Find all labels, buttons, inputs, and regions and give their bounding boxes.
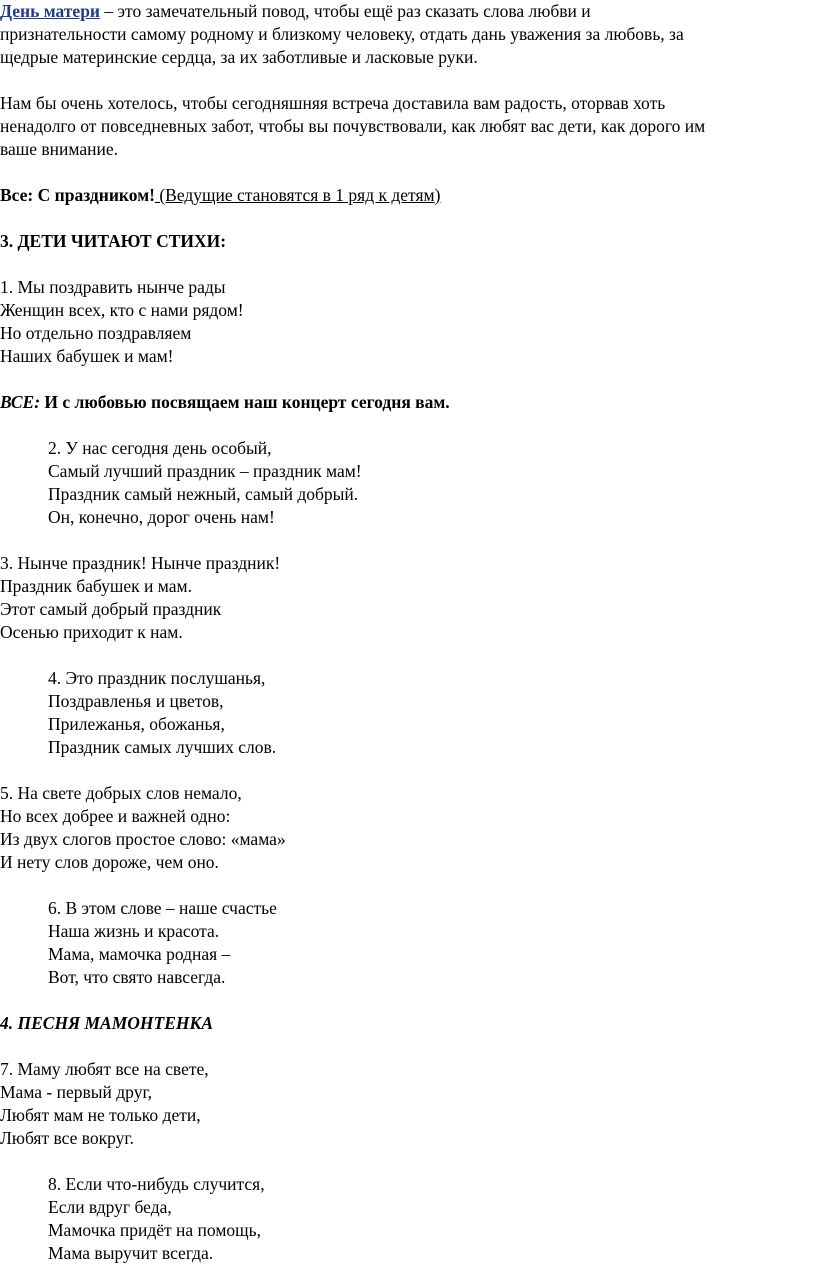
poem-line: Из двух слогов простое слово: «мама» (0, 829, 286, 849)
mothers-day-link[interactable]: День матери (0, 1, 101, 21)
poem-line: 6. В этом слове – наше счастье (48, 898, 277, 918)
poem-line: 5. На свете добрых слов немало, (0, 783, 242, 803)
poem-1 (0, 276, 816, 368)
poem-8 (0, 1173, 816, 1265)
poem-3 (0, 552, 816, 644)
intro-paragraph (0, 0, 816, 69)
poem-line: Поздравленья и цветов, (48, 691, 224, 711)
poem-line: Самый лучший праздник – праздник мам! (48, 461, 362, 481)
poem-line: Вот, что свято навсегда. (48, 967, 226, 987)
poem-line: И нету слов дороже, чем оно. (0, 852, 219, 872)
poem-line: Наша жизнь и красота. (48, 921, 220, 941)
wish-line-3: ваше внимание. (0, 139, 119, 159)
poem-line: Любят все вокруг. (0, 1128, 135, 1148)
poem-line: Женщин всех, кто с нами рядом! (0, 300, 244, 320)
stage-direction: (Ведущие становятся в 1 ряд к детям) (154, 185, 441, 205)
greeting-line (0, 184, 816, 207)
poem-line: 8. Если что-нибудь случится, (48, 1174, 265, 1194)
intro-line-3: щедрые материнские сердца, за их заботливые и ласковые руки. (0, 47, 478, 67)
poem-line: 2. У нас сегодня день особый, (48, 438, 272, 458)
poem-line: Но отдельно поздравляем (0, 323, 192, 343)
poem-line: 1. Мы поздравить нынче рады (0, 277, 226, 297)
intro-line-1 (0, 0, 816, 23)
wish-paragraph (0, 92, 816, 161)
poem-line: 4. Это праздник послушанья, (48, 668, 266, 688)
poem-6 (0, 897, 816, 989)
wish-line-1: Нам бы очень хотелось, чтобы сегодняшняя встреча доставила вам радость, оторвав хоть (0, 93, 666, 113)
poem-line: Праздник самый нежный, самый добрый. (48, 484, 359, 504)
poem-line: 7. Маму любят все на свете, (0, 1059, 209, 1079)
all-chorus-line (0, 391, 816, 414)
wish-line-2: ненадолго от повседневных забот, чтобы вы почувствовали, как любят вас дети, как дорого им (0, 116, 706, 136)
poem-line: Мама - первый друг, (0, 1082, 153, 1102)
poem-line: Мамочка придёт на помощь, (48, 1220, 261, 1240)
poem-line: Мама, мамочка родная – (48, 944, 231, 964)
poem-line: Если вдруг беда, (48, 1197, 172, 1217)
poem-line: 3. Нынче праздник! Нынче праздник! (0, 553, 281, 573)
all-chorus-text: И с любовью посвящаем наш концерт сегодня вам. (40, 392, 450, 412)
intro-line-1-text: – это замечательный повод, чтобы ещё раз сказать слова любви и (100, 1, 591, 21)
poem-line: Наших бабушек и мам! (0, 346, 174, 366)
greeting-speaker: Все: С праздником! (0, 185, 155, 205)
poem-5 (0, 782, 816, 874)
poem-line: Любят мам не только дети, (0, 1105, 201, 1125)
poem-2 (0, 437, 816, 529)
poem-line: Прилежанья, обожанья, (48, 714, 225, 734)
poem-line: Этот самый добрый праздник (0, 599, 222, 619)
poem-line: Мама выручит всегда. (48, 1243, 214, 1263)
poem-line: Он, конечно, дорог очень нам! (48, 507, 275, 527)
poem-line: Праздник самых лучших слов. (48, 737, 277, 757)
poem-line: Но всех добрее и важней одно: (0, 806, 231, 826)
intro-line-2: признательности самому родному и близкому человеку, отдать дань уважения за любовь, за (0, 24, 684, 44)
all-speaker: ВСЕ: (0, 392, 41, 412)
poem-7 (0, 1058, 816, 1150)
poem-line: Праздник бабушек и мам. (0, 576, 192, 596)
poem-line: Осенью приходит к нам. (0, 622, 183, 642)
section-4-heading: 4. ПЕСНЯ МАМОНТЕНКА (0, 1013, 214, 1033)
poem-4 (0, 667, 816, 759)
section-3-heading: 3. ДЕТИ ЧИТАЮТ СТИХИ: (0, 231, 227, 251)
